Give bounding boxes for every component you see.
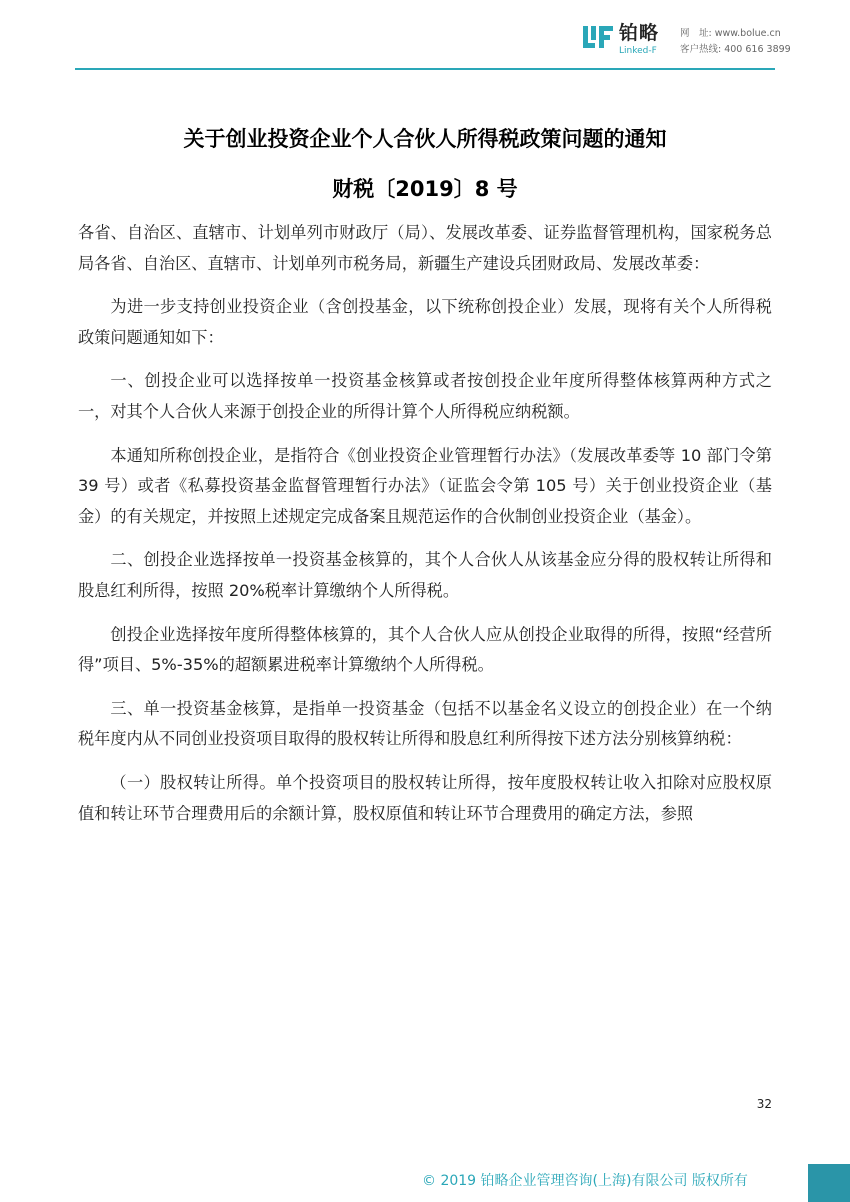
document-title: 关于创业投资企业个人合伙人所得税政策问题的通知 — [183, 127, 667, 151]
document-number: 财税〔2019〕8 号 — [332, 177, 518, 201]
page-header — [0, 0, 850, 70]
website-text: 网 址: www.bolue.cn — [680, 28, 781, 39]
paragraph-definition: 本通知所称创投企业，是指符合《创业投资企业管理暂行办法》（发展改革委等 10 部门令第 39 号）或者《私募投资基金监督管理暂行办法》（证监会令第 105 号）关于创业投资企业（基金）的有关规定，并按照上述规定完成备案且规范运作的合伙制创业投资企业（基金）。 — [78, 445, 772, 526]
paragraph-equity-transfer: （一）股权转让所得。单个投资项目的股权转让所得，按年度股权转让收入扣除对应股权原值和转让环节合理费用后的余额计算，股权原值和转让环节合理费用的确定方法，参照 — [78, 772, 772, 823]
paragraph-clause-1: 一、创投企业可以选择按单一投资基金核算或者按创投企业年度所得整体核算两种方式之一，对其个人合伙人来源于创投企业的所得计算个人所得税应纳税额。 — [78, 371, 772, 421]
footer-accent-block — [808, 1164, 850, 1202]
footer-copyright: © 2019 铂略企业管理咨询(上海)有限公司 版权所有 — [422, 1173, 748, 1189]
header-divider — [75, 68, 775, 70]
paragraph-clause-2: 二、创投企业选择按单一投资基金核算的，其个人合伙人从该基金应分得的股权转让所得和股息红利所得，按照 20%税率计算缴纳个人所得税。 — [78, 550, 772, 600]
contact-info — [680, 26, 791, 58]
document-body — [78, 218, 772, 842]
hotline-text: 客户热线: 400 616 3899 — [680, 44, 791, 55]
paragraph-addressees: 各省、自治区、直辖市、计划单列市财政厅（局）、发展改革委、证券监督管理机构，国家税务总局各省、自治区、直辖市、计划单列市税务局，新疆生产建设兵团财政局、发展改革委： — [78, 223, 772, 273]
page-number: 32 — [756, 1097, 772, 1111]
paragraph-annual-accounting: 创投企业选择按年度所得整体核算的，其个人合伙人应从创投企业取得的所得，按照“经营所得”项目、5%-35%的超额累进税率计算缴纳个人所得税。 — [78, 624, 772, 675]
logo-mark-icon — [583, 22, 613, 52]
logo-english-name: Linked-F — [619, 46, 657, 56]
paragraph-intro: 为进一步支持创业投资企业（含创投基金，以下统称创投企业）发展，现将有关个人所得税政策问题通知如下： — [78, 297, 772, 347]
brand-logo — [583, 22, 673, 60]
logo-chinese-name: 铂略 — [619, 22, 660, 44]
paragraph-clause-3: 三、单一投资基金核算，是指单一投资基金（包括不以基金名义设立的创投企业）在一个纳税年度内从不同创业投资项目取得的股权转让所得和股息红利所得按下述方法分别核算纳税： — [78, 698, 772, 749]
